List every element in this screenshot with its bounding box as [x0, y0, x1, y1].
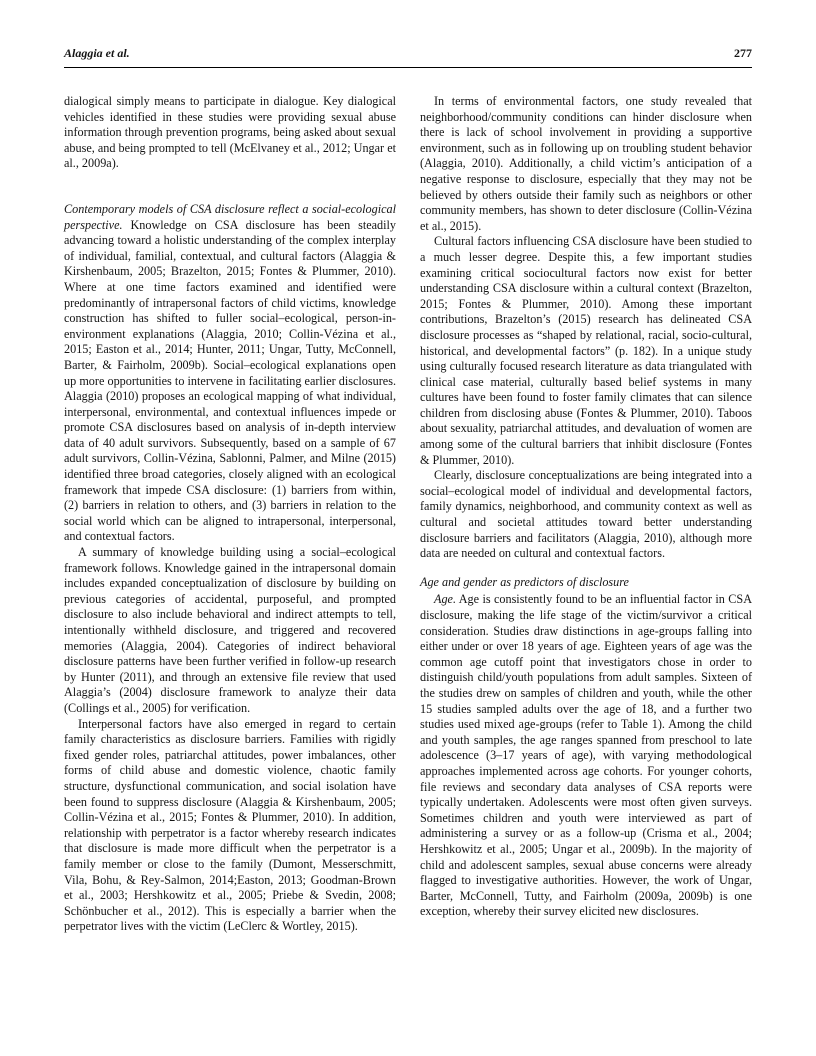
- section-heading: Contemporary models of CSA disclosure reflect a social-ecological perspective.: [64, 201, 396, 232]
- subsection-heading: Age and gender as predictors of disclosure: [420, 574, 629, 589]
- age-body-text: Age is consistently found to be an influential factor in CSA disclosure, making the life stage of the victim/survivor a critical consideration. Studies draw distinctions in age-groups falling into either under or over 18 years of age. Eighteen years of age was the common age cutoff point that investigators chose in order to distinguish child/youth populations from adult samples. Sixteen of the studies drew on samples of children and youth, while the other 15 studies sampled adults over the age of 18, and a further two studies used mixed age-groups (refer to Table 1). Among the child and youth samples, the age ranges spanned from preschool to late adolescence (3–17 years of age), with varying methodological approaches implemented across age cohorts. For younger cohorts, file reviews and secondary data analyses of CSA reports were typically undertaken. Adolescents were most often given surveys. Sometimes children and youth were interviewed as part of administering a survey or as a follow-up (Crisma et al., 2004; Hershkowitz et al., 2005; Ungar et al., 2009b). In the majority of child and adolescent samples, sexual abuse concerns were already flagged to investigative authorities. However, the work of Ungar, Barter, McConnell, Tutty, and Fairholm (2009a, 2009b) is one exception, whereby their survey elicited new disclosures.: [420, 592, 752, 919]
- two-column-body: [64, 94, 752, 935]
- header-rule: [64, 67, 752, 68]
- section-paragraph: [64, 202, 396, 545]
- paragraph-summary: A summary of knowledge building using a social–ecological framework follows. Knowledge gained in the intrapersonal domain includes expanded conceptualization of disclosure by building on previous categories of accidental, purposeful, and prompted disclosure to also include behavioral and indirect attempts to tell, intentionally withheld disclosure, and triggered and recovered memories (Alaggia, 2004). Categories of indirect behavioral disclosure patterns have been further verified in follow-up research by Hunter (2011), and through an extensive file review that used Alaggia’s (2004) disclosure framework to analyze their data (Collings et al., 2005) for verification.: [64, 545, 396, 715]
- paragraph-environmental: In terms of environmental factors, one study revealed that neighborhood/community conditions can hinder disclosure when there is lack of school involvement in providing a supportive environment, such as in following up on troubling student behavior (Alaggia, 2010). Additionally, a child victim’s anticipation of a negative response to disclosure, especially that they may not be believed by others outside their family such as neighbors or other community members, has shown to deter disclosure (Collin-Vézina et al., 2015).: [420, 94, 752, 233]
- left-column: [64, 94, 396, 935]
- paragraph-interpersonal: Interpersonal factors have also emerged in regard to certain family characteristics as disclosure barriers. Families with rigidly fixed gender roles, patriarchal attitudes, power imbalances, other forms of child abuse and domestic violence, chaotic family structure, dysfunctional communication, and social isolation have been found to suppress disclosure (Alaggia & Kirshenbaum, 2005; Collin-Vézina et al., 2015; Fontes & Plummer, 2010). In addition, relationship with perpetrator is a factor whereby research indicates that disclosure is made more difficult when the perpetrator is a family member or close to the family (Dumont, Messerschmitt, Vila, Bohu, & Rey-Salmon, 2014;Easton, 2013; Goodman-Brown et al., 2003; Hershkowitz et al., 2005; Priebe & Svedin, 2008; Schönbucher et al., 2012). This is especially a barrier when the perpetrator lives with the victim (LeClerc & Wortley, 2015).: [64, 716, 396, 934]
- paragraph-integration: Clearly, disclosure conceptualizations are being integrated into a social–ecological model of individual and developmental factors, family dynamics, neighborhood, and community context as well as cultural and societal attitudes toward better understanding disclosure barriers and facilitators (Alaggia, 2010), although more data are needed on cultural and contextual factors.: [420, 468, 752, 561]
- section-body-text: Knowledge on CSA disclosure has been steadily advancing toward a holistic understanding of the complex interplay of individual, familial, contextual, and cultural factors (Alaggia & Kirshenbaum, 2005; Brazelton, 2015; Fontes & Plummer, 2010). Where at one time factors examined and identified were predominantly of intrapersonal factors of child victims, knowledge construction has shifted to fuller social–ecological, person-in-environment explanations (Alaggia, 2010; Collin-Vézina et al., 2015; Easton et al., 2014; Hunter, 2011; Ungar, Tutty, McConnell, Barter, & Fairholm, 2009b). Social–ecological explanations open up more opportunities to intervene in facilitating earlier disclosures. Alaggia (2010) proposes an ecological mapping of what individual, interpersonal, environmental, and contextual influences impede or promote CSA disclosures based on analysis of in-depth interview data of 40 adult survivors. Subsequently, based on a sample of 67 adult survivors, Collin-Vézina, Sablonni, Palmer, and Milne (2015) identified three broad categories, closely aligned with an ecological framework that impede CSA disclosure: (1) barriers from within, (2) barriers in relation to others, and (3) barriers in relation to the social world which can be aligned to intrapersonal, interpersonal, and contextual factors.: [64, 217, 397, 544]
- age-run-in-heading: Age.: [434, 592, 456, 607]
- right-column: [420, 94, 752, 935]
- paragraph-age: [420, 592, 752, 919]
- page-number: 277: [734, 46, 752, 60]
- page-header: [64, 46, 752, 67]
- paragraph-continuation: dialogical simply means to participate in dialogue. Key dialogical vehicles identified in these studies were providing sexual abuse information through prevention programs, being asked about sexual abuse, and being prompted to tell (McElvaney et al., 2012; Ungar et al., 2009a).: [64, 94, 396, 171]
- paragraph-cultural: Cultural factors influencing CSA disclosure have been studied to a much lesser degree. Despite this, a few important studies examining critical sociocultural factors now exist for better understanding CSA disclosure within a cultural context (Brazelton, 2015; Fontes & Plummer, 2010). Among these important contributions, Brazelton’s (2015) research has delineated CSA disclosure processes as “shaped by relational, racial, socio-cultural, historical, and developmental factors” (p. 182). In a unique study using culturally focused research literature as data triangulated with clinical case material, culturally based belief systems in many cultures have been found to foster family climates that can silence children from disclosing abuse (Fontes & Plummer, 2010). Taboos about sexuality, patriarchal attitudes, and devaluation of women are among some of the cultural barriers that inhibit disclosure (Fontes & Plummer, 2010).: [420, 234, 752, 467]
- running-head-authors: Alaggia et al.: [64, 46, 130, 60]
